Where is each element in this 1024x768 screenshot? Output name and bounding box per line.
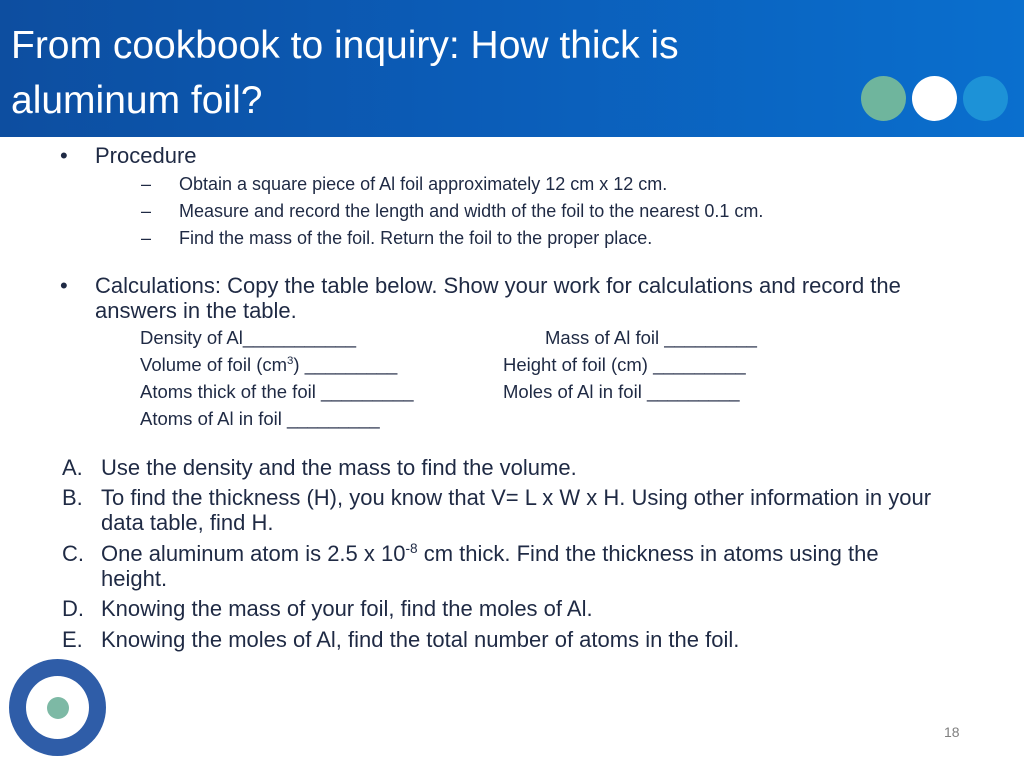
bullet-icon: •	[60, 143, 68, 168]
dash-icon: –	[141, 228, 152, 248]
field-atoms-al: Atoms of Al in foil _________	[140, 408, 380, 429]
dash-icon: –	[141, 201, 152, 221]
slide-title: From cookbook to inquiry: How thick is aluminum foil?	[11, 24, 679, 122]
decorative-ring-icon	[9, 659, 106, 756]
page-number: 18	[944, 724, 960, 740]
decorative-dot-icon	[47, 697, 69, 719]
question-d: Knowing the mass of your foil, find the moles of Al.	[101, 596, 593, 621]
question-c-continued: height.	[101, 566, 168, 591]
calculations-intro: Calculations: Copy the table below. Show your work for calculations and record the	[95, 273, 901, 298]
question-label: E.	[62, 627, 83, 652]
procedure-heading: Procedure	[95, 143, 197, 168]
field-atoms-thick: Atoms thick of the foil _________	[140, 381, 414, 402]
question-b: To find the thickness (H), you know that V= L x W x H. Using other information in your	[101, 485, 932, 510]
question-b-continued: data table, find H.	[101, 510, 274, 535]
field-mass: Mass of Al foil _________	[545, 327, 757, 348]
procedure-step: Find the mass of the foil. Return the foil to the proper place.	[179, 228, 653, 248]
question-label: C.	[62, 541, 84, 566]
procedure-step: Measure and record the length and width of the foil to the nearest 0.1 cm.	[179, 201, 764, 221]
question-label: D.	[62, 596, 84, 621]
dash-icon: –	[141, 174, 152, 194]
calculations-intro-continued: answers in the table.	[95, 298, 297, 323]
bullet-icon: •	[60, 273, 68, 298]
question-label: B.	[62, 485, 83, 510]
question-c: One aluminum atom is 2.5 x $10^{-8}$ cm thick. Find the thickness in atoms using the	[101, 540, 879, 566]
question-e: Knowing the moles of Al, find the total number of atoms in the foil.	[101, 627, 740, 652]
field-height: Height of foil (cm) _________	[503, 354, 746, 375]
procedure-step: Obtain a square piece of Al foil approximately 12 cm x 12 cm.	[179, 174, 668, 194]
question-label: A.	[62, 455, 83, 480]
field-volume: Volume of foil $(cm^3)$ _________	[140, 354, 398, 375]
question-a: Use the density and the mass to find the volume.	[101, 455, 577, 480]
field-density: Density of Al___________	[140, 327, 357, 348]
field-moles: Moles of Al in foil _________	[503, 381, 740, 402]
